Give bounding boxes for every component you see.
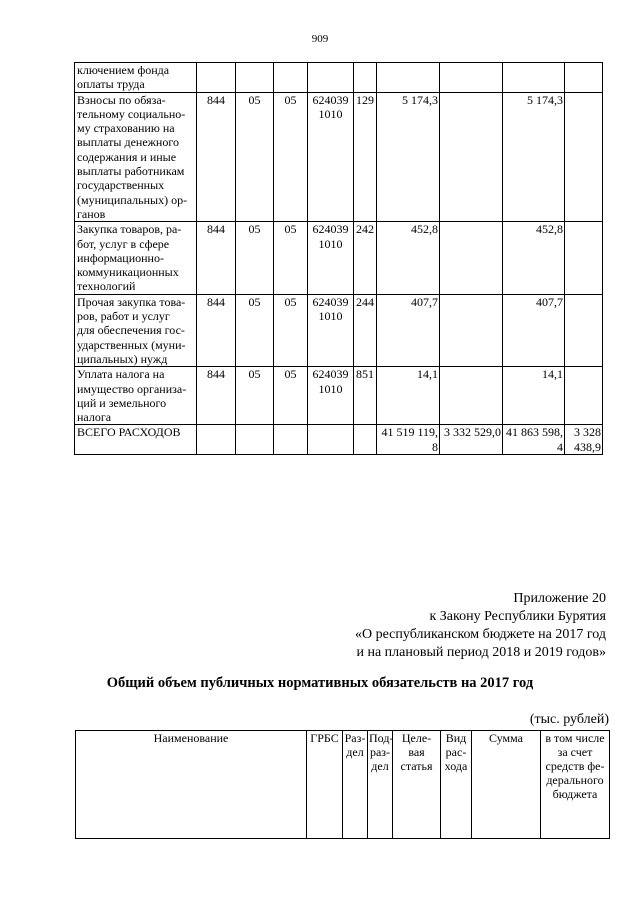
cell-grbs: 844 [197,222,236,294]
cell-sum [377,63,440,93]
cell-grbs: 844 [197,367,236,425]
cell-sum [440,367,503,425]
cell-grbs [197,425,236,455]
cell-sum: 3 328 438,9 [565,425,603,455]
cell-sum [440,63,503,93]
cell-name: Уплата налога на имущество организа- ций и земельного налога [75,367,197,425]
cell-sum: 5 174,3 [377,92,440,222]
appendix-line: к Закону Республики Бурятия [429,609,606,624]
cell-vid [354,425,377,455]
cell-razdel [236,425,274,455]
cell-podrazdel: 05 [274,222,308,294]
cell-sum: 452,8 [377,222,440,294]
cell-sum: 452,8 [503,222,565,294]
header-summa: Сумма [472,731,541,839]
cell-sum: 14,1 [377,367,440,425]
table-row [75,92,603,222]
cell-grbs: 844 [197,92,236,222]
cell-statya: 624039 1010 [308,367,354,425]
cell-sum [565,367,603,425]
cell-razdel: 05 [236,222,274,294]
table-row [75,425,603,455]
cell-podrazdel: 05 [274,367,308,425]
cell-podrazdel: 05 [274,294,308,366]
cell-sum [440,92,503,222]
appendix-line: Приложение 20 [513,591,606,606]
cell-vid: 129 [354,92,377,222]
table-row [75,294,603,366]
cell-sum: 5 174,3 [503,92,565,222]
cell-sum: 3 332 529,0 [440,425,503,455]
units-note: (тыс. рублей) [529,712,609,727]
header-razdel: Раз- дел [343,731,368,839]
header-podrazdel: Под- раз- дел [368,731,393,839]
cell-sum [440,294,503,366]
cell-podrazdel [274,63,308,93]
obligations-header-table [75,730,610,839]
cell-statya: 624039 1010 [308,92,354,222]
appendix-line: «О республиканском бюджете на 2017 год [355,627,606,642]
cell-sum [565,222,603,294]
header-federal: в том числе за счет средств фе- дерального бюджета [541,731,610,839]
budget-table [74,62,603,455]
cell-name: Закупка товаров, ра- бот, услуг в сфере информационно- коммуникационных технологий [75,222,197,294]
table-row [75,63,603,93]
cell-razdel: 05 [236,92,274,222]
appendix-caption [355,590,606,662]
cell-statya [308,425,354,455]
cell-sum [503,63,565,93]
cell-grbs [197,63,236,93]
cell-sum: 14,1 [503,367,565,425]
cell-razdel: 05 [236,367,274,425]
cell-sum [440,222,503,294]
cell-statya: 624039 1010 [308,222,354,294]
cell-podrazdel [274,425,308,455]
cell-sum [565,63,603,93]
table-row [75,367,603,425]
cell-sum [565,294,603,366]
cell-vid: 851 [354,367,377,425]
cell-statya [308,63,354,93]
cell-razdel [236,63,274,93]
cell-grbs: 844 [197,294,236,366]
header-grbs: ГРБС [307,731,343,839]
header-row [76,731,610,839]
cell-vid: 242 [354,222,377,294]
cell-vid [354,63,377,93]
cell-name: Прочая закупка това- ров, работ и услуг для обеспечения гос- ударственных (муни- ципальных) нужд [75,294,197,366]
cell-sum: 407,7 [377,294,440,366]
cell-vid: 244 [354,294,377,366]
header-statya: Целе- вая статья [393,731,441,839]
cell-podrazdel: 05 [274,92,308,222]
cell-razdel: 05 [236,294,274,366]
header-name: Наименование [76,731,307,839]
cell-name: ВСЕГО РАСХОДОВ [75,425,197,455]
cell-sum: 407,7 [503,294,565,366]
cell-statya: 624039 1010 [308,294,354,366]
cell-name: Взносы по обяза- тельному социально- му страхованию на выплаты денежного содержания и иные выплаты работникам государственных (муниципальных) ор- ганов [75,92,197,222]
cell-sum: 41 519 119,8 [377,425,440,455]
page-number: 909 [311,33,329,45]
cell-sum [565,92,603,222]
cell-sum: 41 863 598,4 [503,425,565,455]
document-title: Общий объем публичных нормативных обязательств на 2017 год [106,675,534,691]
appendix-line: и на плановый период 2018 и 2019 годов» [356,645,606,660]
header-vid: Вид рас- хода [441,731,472,839]
table-row [75,222,603,294]
cell-name: ключением фонда оплаты труда [75,63,197,93]
